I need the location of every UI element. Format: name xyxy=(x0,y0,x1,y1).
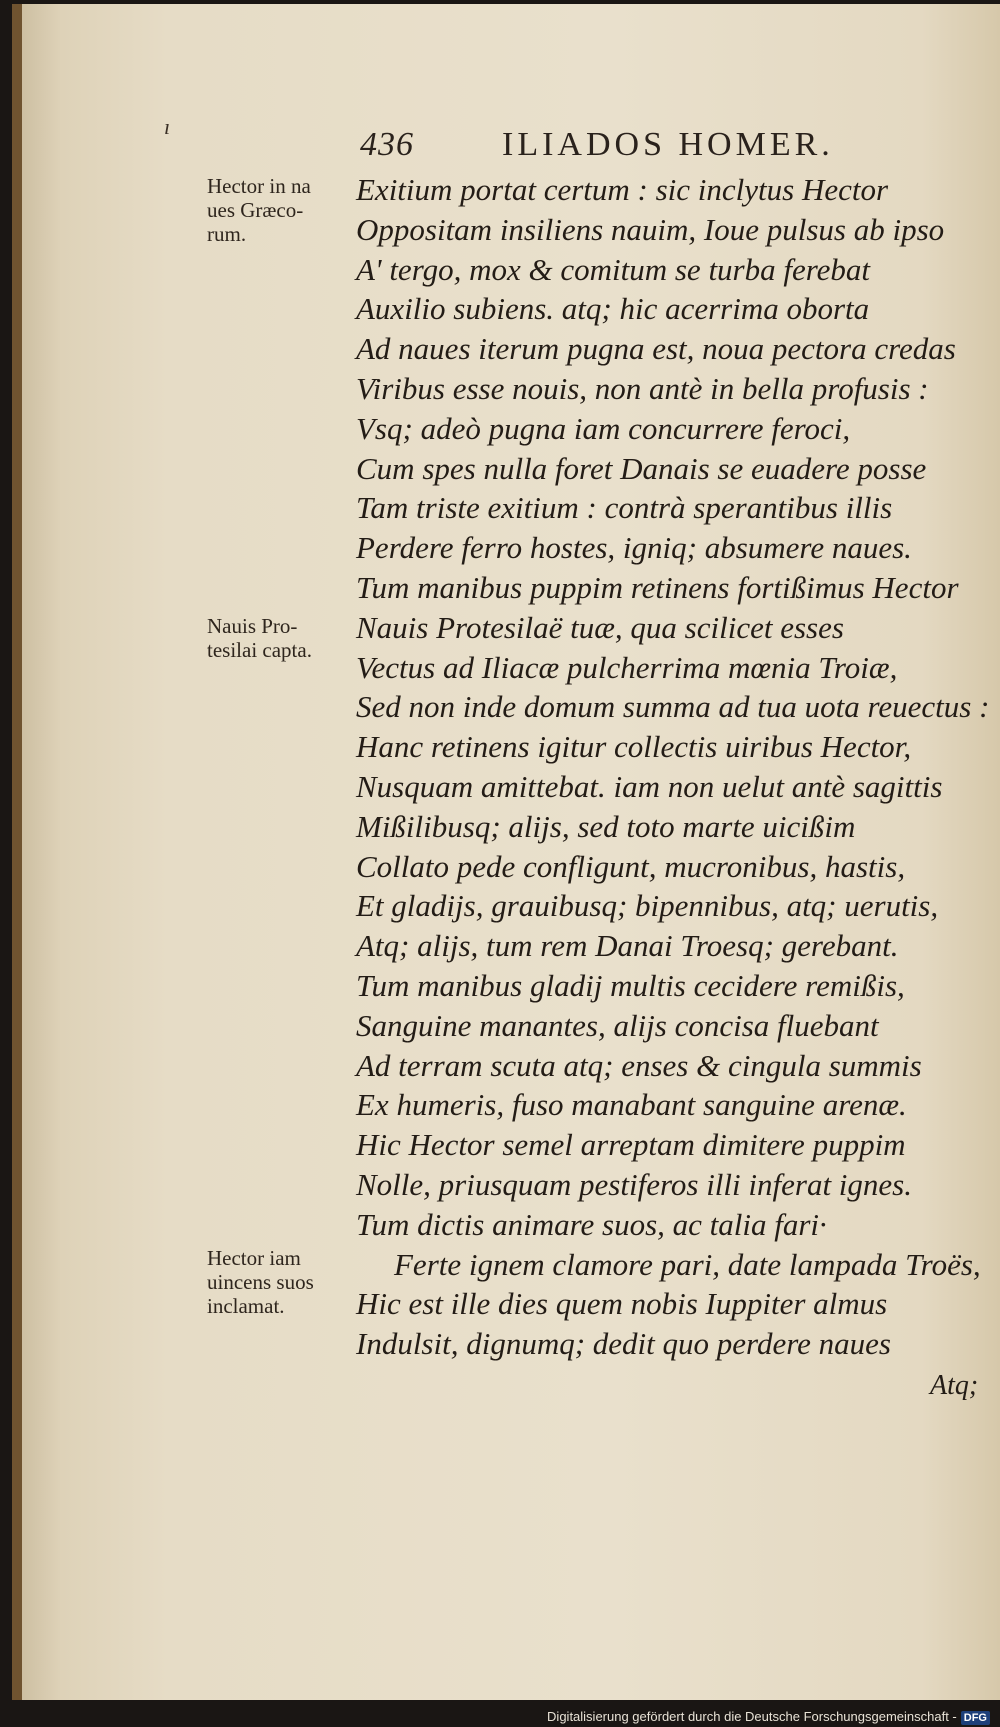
verse-line: Exitium portat certum : sic inclytus Hector xyxy=(356,172,889,207)
verse-line: Nauis Protesilaë tuæ, qua scilicet esses xyxy=(356,609,844,645)
sidenote-line: Hector in na xyxy=(207,174,311,198)
sidenote-line: inclamat. xyxy=(207,1294,285,1318)
verse-line: Ad naues iterum pugna est, noua pectora credas xyxy=(356,331,956,367)
sidenote-hector-exhorts xyxy=(207,1246,342,1318)
verse-line: Atq; alijs, tum rem Danai Troesq; gerebant. xyxy=(356,928,899,964)
footer-credit: Digitalisierung gefördert durch die Deutsche Forschungsgemeinschaft - xyxy=(547,1709,957,1724)
book-page xyxy=(12,4,1000,1700)
verse-line: Cum spes nulla foret Danais se euadere posse xyxy=(356,450,927,486)
verse-line: Oppositam insiliens nauim, Ioue pulsus ab ipso xyxy=(356,211,945,247)
verse-line: Tam triste exitium : contrà sperantibus illis xyxy=(356,490,893,526)
verse-line: Tum manibus gladij multis cecidere remißis, xyxy=(356,967,905,1003)
verse-line: Nusquam amittebat. iam non uelut antè sagittis xyxy=(356,768,943,804)
verse-line: Ad terram scuta atq; enses & cingula summis xyxy=(356,1047,922,1083)
verse-line: Et gladijs, grauibusq; bipennibus, atq; uerutis, xyxy=(356,888,939,924)
verse-line: Ferte ignem clamore pari, date lampada Troës, xyxy=(394,1246,981,1282)
sidenote-hector-ships xyxy=(207,174,342,246)
verse-line: Hic Hector semel arreptam dimitere puppim xyxy=(356,1127,906,1163)
verse-line: Hanc retinens igitur collectis uiribus Hector, xyxy=(356,729,912,765)
verse-line: Ex humeris, fuso manabant sanguine arenæ. xyxy=(356,1087,907,1123)
sidenote-protesilaus-ship xyxy=(207,614,342,662)
verse-line: Tum manibus puppim retinens fortißimus Hector xyxy=(356,569,959,605)
verse-line: Indulsit, dignumq; dedit quo perdere naues xyxy=(356,1326,891,1362)
verse-line: Tum dictis animare suos, ac talia fari· xyxy=(356,1206,827,1242)
verse-line: Vectus ad Iliacæ pulcherrima mœnia Troiæ, xyxy=(356,649,898,685)
verse-line: Vsq; adeò pugna iam concurrere feroci, xyxy=(356,410,851,446)
verse-line: Nolle, priusquam pestiferos illi inferat ignes. xyxy=(356,1166,912,1202)
verse-line: Collato pede confligunt, mucronibus, hastis, xyxy=(356,848,906,884)
sidenote-line: uincens suos xyxy=(207,1270,314,1294)
verse-line: Hic est ille dies quem nobis Iuppiter almus xyxy=(356,1286,888,1322)
verse-line: Auxilio subiens. atq; hic acerrima oborta xyxy=(356,291,870,327)
verse-line: Sed non inde domum summa ad tua uota reuectus : xyxy=(356,689,990,725)
verse-line: A' tergo, mox & comitum se turba ferebat xyxy=(356,251,871,287)
verse-line: Viribus esse nouis, non antè in bella profusis : xyxy=(356,370,929,406)
catchword: Atq; xyxy=(930,1370,979,1401)
running-title: ILIADOS HOMER. xyxy=(502,126,834,163)
verse-block xyxy=(356,170,996,1364)
page-number: 436 xyxy=(360,126,414,163)
running-head xyxy=(342,126,902,166)
sidenote-line: rum. xyxy=(207,222,247,246)
sidenote-line: Hector iam xyxy=(207,1246,301,1270)
sidenote-line: tesilai capta. xyxy=(207,638,312,662)
verse-line: Sanguine manantes, alijs concisa fluebant xyxy=(356,1007,879,1043)
verse-line: Perdere ferro hostes, igniq; absumere naues. xyxy=(356,530,912,566)
sidenote-line: Nauis Pro- xyxy=(207,614,298,638)
sidenote-line: ues Græco- xyxy=(207,198,304,222)
dfg-logo: DFG xyxy=(961,1711,990,1725)
verse-line: Mißilibusq; alijs, sed toto marte uicißim xyxy=(356,808,856,844)
margin-mark: ı xyxy=(164,114,171,139)
digitization-footer xyxy=(547,1709,990,1725)
